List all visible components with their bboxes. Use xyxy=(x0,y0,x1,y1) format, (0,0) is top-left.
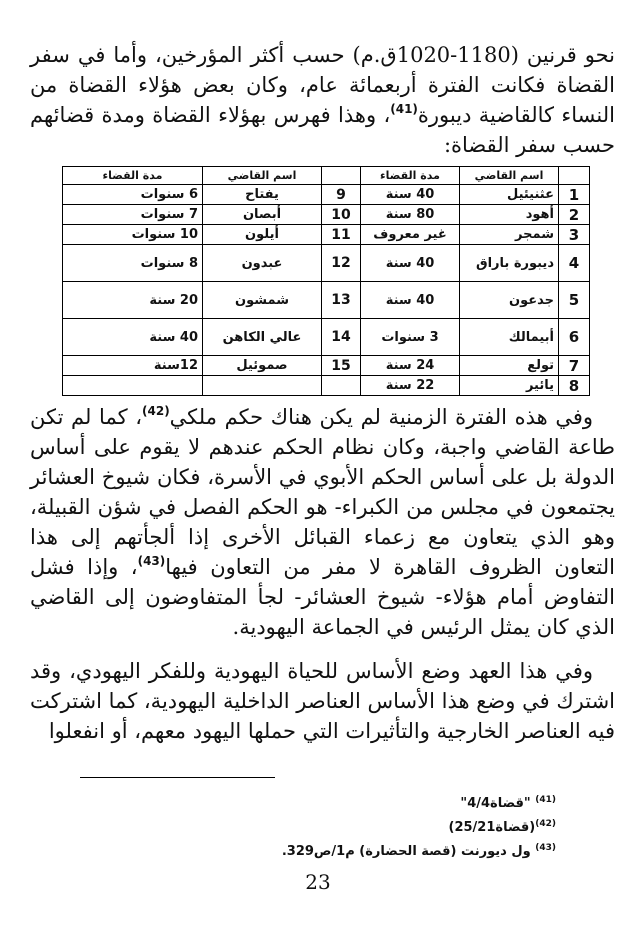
paragraph-intro-tail: ، وهذا فهرس بهؤلاء القضاة ومدة قضائهم حسب سفر القضاة: xyxy=(30,103,615,157)
judge-name-2: صموئيل xyxy=(203,356,322,376)
judge-duration: 40 سنة xyxy=(361,282,460,319)
table-row xyxy=(63,205,590,225)
paragraph-governance xyxy=(30,402,615,642)
table-row xyxy=(63,356,590,376)
judge-name: ديبورة باراق xyxy=(460,245,559,282)
paragraph-spacer xyxy=(30,642,615,656)
judge-duration-2: 10 سنوات xyxy=(63,225,203,245)
footnote-text: ول ديورنت (قصة الحضارة) م1/ص329. xyxy=(281,844,531,859)
row-number-2 xyxy=(322,376,361,396)
row-number-2: 10 xyxy=(322,205,361,225)
header-duration: مدة القضاء xyxy=(361,167,460,185)
judge-duration-2: 6 سنوات xyxy=(63,185,203,205)
footnote-42 xyxy=(282,814,556,838)
row-number: 3 xyxy=(559,225,590,245)
table-row xyxy=(63,376,590,396)
paragraph-governance-text: وفي هذه الفترة الزمنية لم يكن هناك حكم ملكي xyxy=(169,405,593,429)
judge-duration: 24 سنة xyxy=(361,356,460,376)
judges-table xyxy=(62,166,590,396)
judge-name-2: أيلون xyxy=(203,225,322,245)
judge-duration: 22 سنة xyxy=(361,376,460,396)
table-row xyxy=(63,245,590,282)
table-row xyxy=(63,282,590,319)
footnote-ref-43[interactable]: (43) xyxy=(137,554,166,568)
judge-name-2: عالي الكاهن xyxy=(203,319,322,356)
judge-name: تولع xyxy=(460,356,559,376)
table-header-row xyxy=(63,167,590,185)
row-number: 6 xyxy=(559,319,590,356)
judge-duration: 3 سنوات xyxy=(361,319,460,356)
footnote-number: (41) xyxy=(535,795,556,805)
header-index-spacer-2 xyxy=(322,167,361,185)
footnote-ref-42[interactable]: (42) xyxy=(142,404,170,418)
footnote-ref-41[interactable]: (41) xyxy=(390,102,418,116)
judge-duration-2 xyxy=(63,376,203,396)
row-number: 1 xyxy=(559,185,590,205)
judge-duration-2: 7 سنوات xyxy=(63,205,203,225)
footnote-number: (42) xyxy=(535,819,556,829)
judge-name: جدعون xyxy=(460,282,559,319)
row-number-2: 15 xyxy=(322,356,361,376)
row-number-2: 9 xyxy=(322,185,361,205)
judge-duration: 40 سنة xyxy=(361,245,460,282)
footnote-41 xyxy=(282,790,556,814)
row-number-2: 14 xyxy=(322,319,361,356)
table-row xyxy=(63,319,590,356)
judge-name: أبيمالك xyxy=(460,319,559,356)
footnote-text: (قضاة25/21) xyxy=(448,820,536,835)
judge-name: يائير xyxy=(460,376,559,396)
row-number: 7 xyxy=(559,356,590,376)
judge-duration-2: 8 سنوات xyxy=(63,245,203,282)
row-number: 8 xyxy=(559,376,590,396)
judge-name-2 xyxy=(203,376,322,396)
paragraph-governance-tail: ، وإذا فشل التفاوض أمام هؤلاء- شيوخ العشائر- لجأ المتفاوضون إلى القاضي الذي كان يمثل الرئيس في الجماعة اليهودية. xyxy=(30,555,615,639)
judge-name: شمجر xyxy=(460,225,559,245)
header-judge-name: اسم القاضي xyxy=(460,167,559,185)
table-row xyxy=(63,185,590,205)
footnote-43 xyxy=(282,838,556,862)
footnotes xyxy=(282,790,556,862)
judge-name-2: يفتاح xyxy=(203,185,322,205)
row-number-2: 13 xyxy=(322,282,361,319)
row-number-2: 12 xyxy=(322,245,361,282)
table-row xyxy=(63,225,590,245)
page-body xyxy=(30,40,615,746)
judge-name: عثنيئيل xyxy=(460,185,559,205)
judge-duration-2: 20 سنة xyxy=(63,282,203,319)
row-number: 5 xyxy=(559,282,590,319)
judge-duration: 80 سنة xyxy=(361,205,460,225)
paragraph-governance-mid: ، كما لم تكن طاعة القاضي واجبة، وكان نظام الحكم عندهم لا يقوم على أساس الدولة بل على أساس الحكم الأبوي في الأسرة، فكان شيوخ العشائر يجتمعون في مجلس من الكبراء- هو الحكم الفصل في شؤن القبيلة، وهو الذي يتعاون مع زعماء القبائل الأخرى إذا ألجأتهم إلى هذا التعاون الظروف القاهرة لا مفر من التعاون فيها xyxy=(30,405,615,579)
footnote-separator xyxy=(80,777,275,778)
judge-duration-2: 40 سنة xyxy=(63,319,203,356)
judge-duration: 40 سنة xyxy=(361,185,460,205)
paragraph-foundation: وفي هذا العهد وضع الأساس للحياة اليهودية وللفكر اليهودي، وقد اشترك في وضع هذا الأساس العناصر الداخلية اليهودية، كما اشتركت فيه العناصر الخارجية والتأثيرات التي حملها اليهود معهم، أو انفعلوا xyxy=(30,659,615,743)
paragraph-intro-text: نحو قرنين (1180-1020ق.م) حسب أكثر المؤرخين، وأما في سفر القضاة فكانت الفترة أربعمائة عام، وكان بعض هؤلاء القضاة من النساء كالقاضية ديبورة xyxy=(30,43,615,127)
footnote-text: "قضاة4/4" xyxy=(460,796,531,811)
judge-name-2: أبصان xyxy=(203,205,322,225)
row-number-2: 11 xyxy=(322,225,361,245)
header-duration-2: مدة القضاء xyxy=(63,167,203,185)
footnote-number: (43) xyxy=(535,843,556,853)
paragraph-intro xyxy=(30,40,615,160)
judge-name: أهود xyxy=(460,205,559,225)
row-number: 2 xyxy=(559,205,590,225)
header-judge-name-2: اسم القاضي xyxy=(203,167,322,185)
judge-name-2: شمشون xyxy=(203,282,322,319)
judge-duration-2: 12سنة xyxy=(63,356,203,376)
judge-name-2: عبدون xyxy=(203,245,322,282)
judge-duration: غير معروف xyxy=(361,225,460,245)
row-number: 4 xyxy=(559,245,590,282)
header-index-spacer xyxy=(559,167,590,185)
page-number: 23 xyxy=(305,870,331,894)
